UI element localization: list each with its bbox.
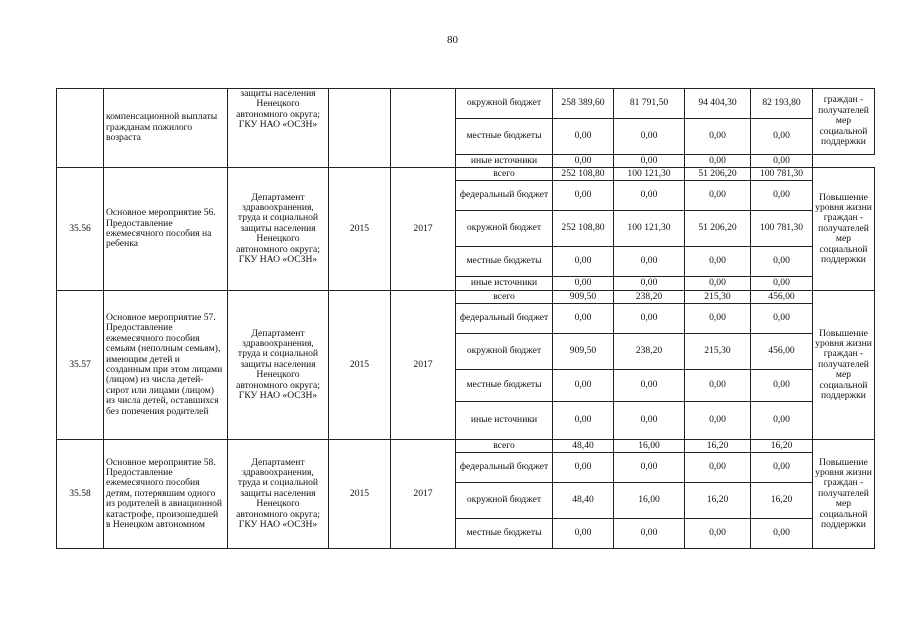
value-year-3: 0,00	[751, 453, 813, 483]
page-number: 80	[447, 34, 458, 46]
funding-source: местные бюджеты	[456, 247, 553, 277]
value-year-3: 0,00	[751, 519, 813, 549]
value-year-2: 0,00	[685, 402, 751, 440]
value-year-3: 16,20	[751, 440, 813, 453]
value-year-1: 0,00	[614, 304, 685, 334]
funding-source: иные источники	[456, 277, 553, 291]
measure-name: Основное мероприятие 58. Предоставление ежемесячного пособия детям, потерявшим одного из родителей в авиационной катастрофе, произошедшей в Ненецком автономном	[104, 440, 228, 549]
value-year-3: 100 781,30	[751, 168, 813, 181]
table-row	[57, 89, 875, 119]
funding-source: федеральный бюджет	[456, 304, 553, 334]
value-year-2: 215,30	[685, 334, 751, 370]
end-year: 2017	[391, 168, 456, 291]
measure-number-cell	[57, 89, 104, 168]
table-body	[57, 89, 875, 549]
value-total: 0,00	[553, 453, 614, 483]
start-year: 2015	[329, 168, 391, 291]
value-year-3: 0,00	[751, 277, 813, 291]
value-year-3: 0,00	[751, 304, 813, 334]
value-total: 0,00	[553, 247, 614, 277]
value-year-3: 456,00	[751, 334, 813, 370]
expected-result: Повышение уровня жизни граждан - получателей мер социальной поддержки	[813, 168, 875, 291]
program-table	[56, 88, 875, 549]
measure-number: 35.56	[57, 168, 104, 291]
value-total: 0,00	[553, 304, 614, 334]
value-year-1: 0,00	[614, 370, 685, 402]
value-total: 252 108,80	[553, 168, 614, 181]
funding-source: иные источники	[456, 402, 553, 440]
value-year-1: 0,00	[614, 155, 685, 168]
measure-name: Основное мероприятие 56. Предоставление ежемесячного пособия на ребенка	[104, 168, 228, 291]
measure-number: 35.57	[57, 291, 104, 440]
expected-result: Повышение уровня жизни граждан - получателей мер социальной поддержки	[813, 291, 875, 440]
expected-result: граждан - получателей мер социальной поддержки	[813, 89, 875, 155]
value-year-3: 100 781,30	[751, 211, 813, 247]
value-year-2: 51 206,20	[685, 211, 751, 247]
value-total: 258 389,60	[553, 89, 614, 119]
funding-source: федеральный бюджет	[456, 453, 553, 483]
value-year-2: 0,00	[685, 277, 751, 291]
value-year-2: 0,00	[685, 370, 751, 402]
funding-source: местные бюджеты	[456, 119, 553, 155]
funding-source: местные бюджеты	[456, 370, 553, 402]
value-year-3: 16,20	[751, 483, 813, 519]
value-year-1: 16,00	[614, 440, 685, 453]
start-year: 2015	[329, 440, 391, 549]
measure-number: 35.58	[57, 440, 104, 549]
value-total: 0,00	[553, 370, 614, 402]
value-total: 0,00	[553, 277, 614, 291]
measure-executor: Департамент здравоохранения, труда и социальной защиты населения Ненецкого автономного округа; ГКУ НАО «ОСЗН»	[228, 168, 329, 291]
value-total: 909,50	[553, 334, 614, 370]
value-year-2: 0,00	[685, 155, 751, 168]
funding-source: иные источники	[456, 155, 553, 168]
value-year-1: 0,00	[614, 181, 685, 211]
value-year-1: 0,00	[614, 519, 685, 549]
value-year-2: 0,00	[685, 453, 751, 483]
value-year-3: 0,00	[751, 155, 813, 168]
value-year-1: 100 121,30	[614, 211, 685, 247]
value-year-1: 100 121,30	[614, 168, 685, 181]
table-row	[57, 440, 875, 453]
end-year: 2017	[391, 440, 456, 549]
value-total: 0,00	[553, 155, 614, 168]
value-year-2: 0,00	[685, 304, 751, 334]
funding-source: окружной бюджет	[456, 89, 553, 119]
value-total: 0,00	[553, 181, 614, 211]
value-year-1: 0,00	[614, 277, 685, 291]
funding-source: окружной бюджет	[456, 334, 553, 370]
value-total: 48,40	[553, 440, 614, 453]
value-total: 48,40	[553, 483, 614, 519]
table-row	[57, 291, 875, 304]
table-row	[57, 168, 875, 181]
value-year-1: 238,20	[614, 334, 685, 370]
value-year-3: 0,00	[751, 119, 813, 155]
start-year-cell	[329, 89, 391, 168]
value-year-3: 456,00	[751, 291, 813, 304]
value-year-1: 0,00	[614, 247, 685, 277]
value-total: 0,00	[553, 119, 614, 155]
end-year: 2017	[391, 291, 456, 440]
funding-source: всего	[456, 440, 553, 453]
value-year-1: 0,00	[614, 402, 685, 440]
value-total: 252 108,80	[553, 211, 614, 247]
funding-source: окружной бюджет	[456, 483, 553, 519]
value-year-3: 82 193,80	[751, 89, 813, 119]
measure-name: компенсационной выплаты гражданам пожилого возраста	[104, 89, 228, 168]
measure-executor: Департамент здравоохранения, труда и социальной защиты населения Ненецкого автономного округа; ГКУ НАО «ОСЗН»	[228, 440, 329, 549]
value-year-2: 0,00	[685, 119, 751, 155]
funding-source: местные бюджеты	[456, 519, 553, 549]
value-year-3: 0,00	[751, 247, 813, 277]
value-year-3: 0,00	[751, 402, 813, 440]
value-year-2: 94 404,30	[685, 89, 751, 119]
funding-source: окружной бюджет	[456, 211, 553, 247]
value-year-2: 16,20	[685, 483, 751, 519]
value-year-2: 0,00	[685, 247, 751, 277]
value-year-1: 16,00	[614, 483, 685, 519]
measure-executor: защиты населения Ненецкого автономного округа; ГКУ НАО «ОСЗН»	[228, 89, 329, 168]
measure-name: Основное мероприятие 57. Предоставление ежемесячного пособия семьям (неполным семьям), имеющим детей и созданным при этом лицами (лицом) из числа детей-сирот или лицами (лицом) из числа детей, оставшихся без попечения родителей	[104, 291, 228, 440]
value-total: 909,50	[553, 291, 614, 304]
value-year-2: 16,20	[685, 440, 751, 453]
value-year-1: 0,00	[614, 453, 685, 483]
value-year-1: 238,20	[614, 291, 685, 304]
value-year-3: 0,00	[751, 370, 813, 402]
value-year-2: 0,00	[685, 181, 751, 211]
value-year-2: 215,30	[685, 291, 751, 304]
start-year: 2015	[329, 291, 391, 440]
expected-result: Повышение уровня жизни граждан - получателей мер социальной поддержки	[813, 440, 875, 549]
value-year-1: 0,00	[614, 119, 685, 155]
value-year-3: 0,00	[751, 181, 813, 211]
funding-source: всего	[456, 168, 553, 181]
funding-source: всего	[456, 291, 553, 304]
value-year-1: 81 791,50	[614, 89, 685, 119]
value-year-2: 51 206,20	[685, 168, 751, 181]
value-total: 0,00	[553, 402, 614, 440]
value-total: 0,00	[553, 519, 614, 549]
funding-source: федеральный бюджет	[456, 181, 553, 211]
end-year-cell	[391, 89, 456, 168]
value-year-2: 0,00	[685, 519, 751, 549]
measure-executor: Департамент здравоохранения, труда и социальной защиты населения Ненецкого автономного округа; ГКУ НАО «ОСЗН»	[228, 291, 329, 440]
empty-cell	[813, 155, 875, 168]
